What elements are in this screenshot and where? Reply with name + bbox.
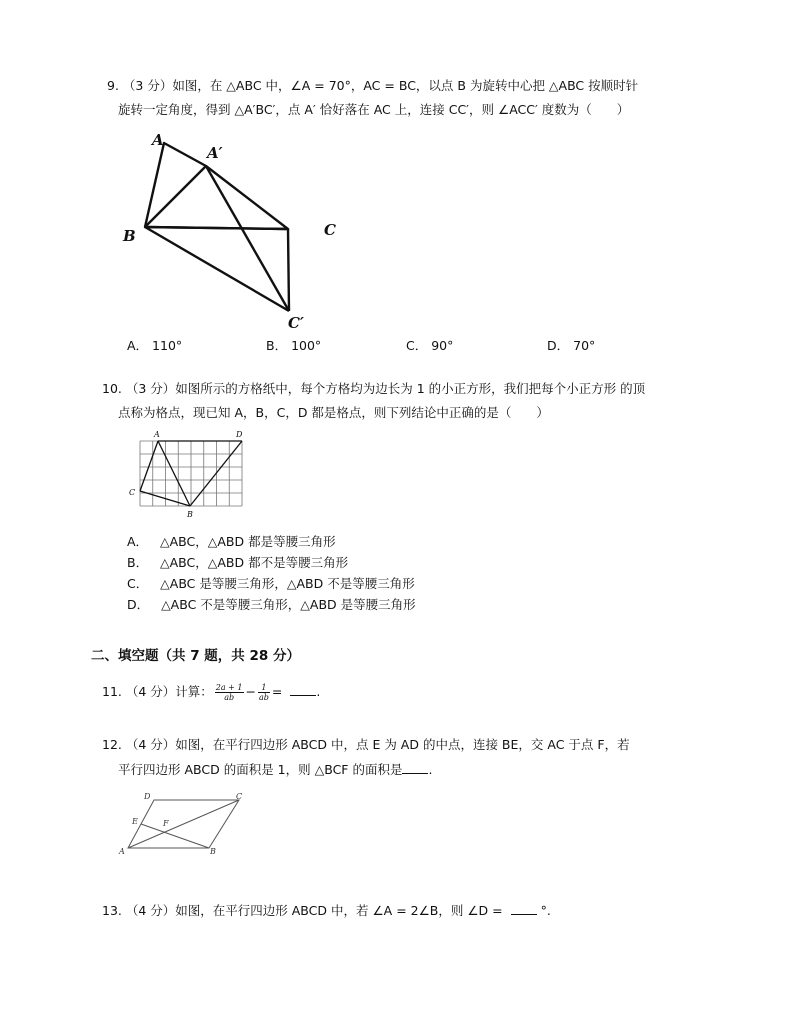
q9-segment-BC1 [145,227,289,311]
q10-label-A: A [154,430,160,439]
q10-grid-figure [126,428,251,523]
q12-parallelogram-figure [114,790,254,858]
q9-option-d[interactable]: D． 70° [547,338,596,353]
q10-segment-AB [158,441,190,506]
q9-figure [110,125,360,340]
q9-line-2: 旋转一定角度，得到 △A′BC′，点 A′ 恰好落在 AC 上，连接 CC′，则 ∠ACC′ 度数为（ ） [118,102,630,117]
q9-label-C1: C′ [288,314,304,332]
q9-option-a[interactable]: A． 110° [127,338,183,353]
q12-label-D: D [144,792,151,801]
q12-line-2: 平行四边形 ABCD 的面积是 1，则 △BCF 的面积是 . [118,762,433,777]
q11-fraction-1: $\frac{2a + 1}{ab}$ [215,683,243,702]
q10-line-1: 10. （3 分）如图所示的方格纸中，每个方格均为边长为 1 的小正方形，我们把每个小正方形 的顶 [102,381,646,396]
q10-option-b[interactable]: B． △ABC，△ABD 都不是等腰三角形 [127,555,349,570]
q12-answer-blank[interactable] [402,761,428,774]
q11-line: 11. （4 分）计算： $\frac{2a + 1}{ab}$ − $\frac{1}{ab}$ = . [102,683,321,702]
q12-label-A: A [119,847,125,856]
q9-label-A1: A′ [207,144,223,162]
q13-line: 13. （4 分）如图，在平行四边形 ABCD 中，若 ∠A = 2∠B，则 ∠D = °. [102,903,551,918]
q10-option-c[interactable]: C． △ABC 是等腰三角形，△ABD 不是等腰三角形 [127,576,415,591]
q9-segment-A1C1 [206,166,289,311]
q10-option-a[interactable]: A． △ABC，△ABD 都是等腰三角形 [127,534,336,549]
q11-fraction-2: $\frac{1}{ab}$ [259,683,269,702]
q12-label-E: E [132,817,138,826]
q12-line-1: 12. （4 分）如图，在平行四边形 ABCD 中，点 E 为 AD 的中点，连接 BE，交 AC 于点 F，若 [102,737,630,752]
section-2-title: 二、填空题（共 7 题，共 28 分） [91,648,300,664]
q9-label-A: A [152,131,164,149]
q10-line-2: 点称为格点，现已知 A，B，C，D 都是格点，则下列结论中正确的是（ ） [118,405,549,420]
q9-line-1: 9. （3 分）如图，在 △ABC 中，∠A = 70°，AC = BC，以点 B 为旋转中心把 △ABC 按顺时针 [107,78,639,93]
q10-label-B: B [187,510,193,519]
q9-segment-CC1 [288,229,289,311]
q12-label-C: C [236,792,243,801]
q10-segment-BD [190,441,242,506]
q12-label-F: F [163,819,169,828]
q9-label-C: C [324,221,336,239]
q10-label-C: C [129,488,136,497]
q9-segment-BC [145,227,288,229]
q10-option-d[interactable]: D． △ABC 不是等腰三角形，△ABD 是等腰三角形 [127,597,416,612]
q9-option-b[interactable]: B． 100° [266,338,322,353]
q10-label-D: D [236,430,243,439]
q10-segment-AC [140,441,158,491]
q9-label-B: B [123,227,136,245]
q9-option-c[interactable]: C． 90° [406,338,454,353]
q11-answer-blank[interactable] [290,683,316,696]
q12-diagonal-AC [128,800,239,848]
q13-answer-blank[interactable] [511,902,537,915]
q12-label-B: B [210,847,216,856]
q9-segment-BA1 [145,166,206,227]
